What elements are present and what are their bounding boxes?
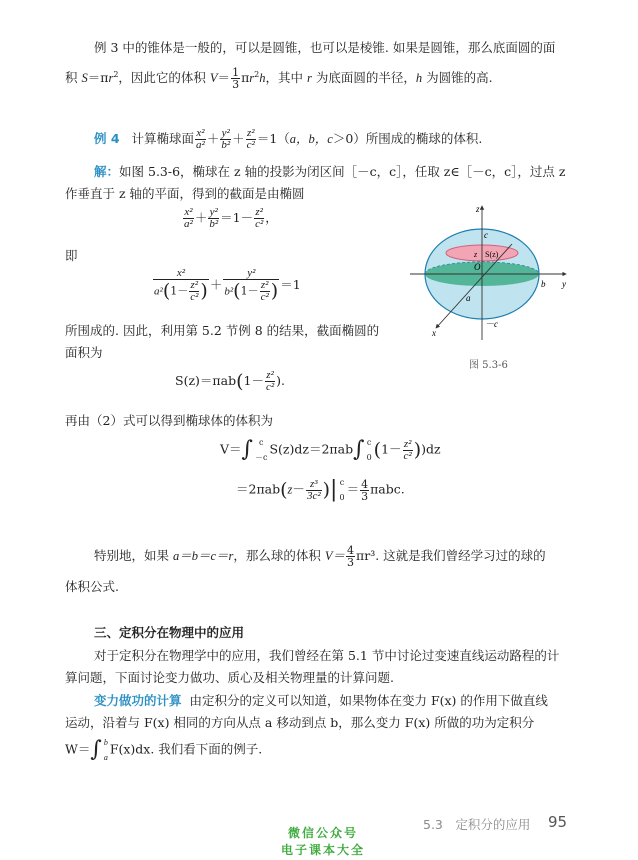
ellipse-equation: $\frac{\text{x²}}{\text{a²}}$ ＋ $\frac{\text{y²}}{\text{b²}}$ ＝1－ $\frac{\text{z²}}{\text{c²}}$ ， — [184, 206, 278, 230]
page-number: 95 — [548, 813, 568, 831]
watermark-line1: 微信公众号 — [287, 826, 358, 840]
label-sz: S(z) — [485, 250, 499, 259]
volume-integral-2: ＝2πab(z－ $\frac{\text{z³}}{\text{3c²}}$ )| c 0 ＝ $\frac{4}{3}$ πabc. — [236, 477, 405, 503]
area-formula: S(z)＝πab(1－ $\frac{\text{z²}}{\text{c²}}$ ). — [175, 369, 285, 393]
section-line5: W＝∫ b a F(x)dx. 我们看下面的例子. — [65, 737, 263, 762]
para-sphere-line2: 体积公式. — [65, 579, 119, 594]
section-line4: 运动，沿着与 F(x) 相同的方向从点 a 移动到点 b，那么变力 F(x) 所做的功为定积分 — [65, 715, 535, 730]
para-cone-line1: 例 3 中的锥体是一般的，可以是圆锥，也可以是棱锥. 如果是圆锥，那么底面圆的面 — [94, 40, 556, 55]
label-c: c — [484, 230, 488, 240]
volume-integral-1: V＝∫ c －c S(z)dz＝2πab∫ c 0 (1－ $\frac{\text{z²}}{\text{c²}}$ ))dz — [220, 437, 441, 462]
section-line2: 算问题，下面讨论变力做功、质心及相关物理量的计算问题. — [65, 670, 394, 685]
figure-caption: 图 5.3-6 — [469, 360, 508, 371]
section-line3: 变力做功的计算 由定积分的定义可以知道，如果物体在变力 F(x) 的作用下做直线 — [94, 693, 548, 708]
ellipse-equation-2: x² a²(1－ $\frac{\text{z²}}{\text{c²}}$ ) ＋ y² b²(1－ $\frac{\text{z²}}{\text{c²}}$ ) ＝1 — [154, 267, 301, 303]
label-x: x — [432, 328, 436, 338]
watermark — [268, 824, 378, 858]
label-zmark: z — [474, 250, 478, 259]
solution-label: 解： — [94, 164, 120, 179]
section-title: 三、定积分在物理中的应用 — [94, 625, 245, 640]
watermark-line2: 电子课本大全 — [280, 843, 365, 857]
label-y: y — [562, 279, 566, 289]
keyword-label: 变力做功的计算 — [94, 693, 182, 708]
section-line1: 对于定积分在物理学中的应用，我们曾经在第 5.1 节中讨论过变速直线运动路程的计 — [94, 648, 560, 663]
label-negc: －c — [485, 319, 498, 329]
solution-line3: 所围成的. 因此，利用第 5.2 节例 8 的结果，截面椭圆的 — [65, 323, 380, 338]
solution-line4: 面积为 — [65, 345, 103, 360]
ellipsoid-figure — [400, 200, 580, 350]
example-4-statement: 例 4 计算椭球面 $\frac{\text{x²}}{\text{a²}}$ ＋ $\frac{\text{y²}}{\text{b²}}$ ＋ $\frac{\text{z²}}{\text{c²}}$ ＝1（a，b，c＞0）所围成的椭球的体积. — [94, 127, 483, 151]
example-label: 例 4 — [94, 131, 120, 146]
solution-line1: 解：如图 5.3-6，椭球在 z 轴的投影为闭区间［－c，c］，任取 z∈［－c，c］，过点 z — [94, 164, 566, 179]
solution-line2: 作垂直于 z 轴的平面，得到的截面是由椭圆 — [65, 186, 305, 201]
label-o: O — [474, 262, 481, 272]
footer-section: 5.3 定积分的应用 — [423, 817, 531, 832]
label-a: a — [466, 293, 471, 303]
para-cone-line2: 积 $S=\pi r^2$，因此它的体积 V＝ $\frac{1}{3}$ $\pi r^2h$，其中 r 为底面圆的半径，h 为圆锥的高. — [65, 66, 493, 92]
label-b: b — [541, 279, 546, 289]
solution-line5: 再由（2）式可以得到椭球体的体积为 — [65, 413, 273, 428]
ji-word: 即 — [65, 248, 78, 263]
label-z: z — [476, 204, 480, 214]
para-sphere-line1: 特别地，如果 a＝b＝c＝r，那么球的体积 V＝ $\frac{4}{3}$ πr³. 这就是我们曾经学习过的球的 — [94, 544, 546, 569]
